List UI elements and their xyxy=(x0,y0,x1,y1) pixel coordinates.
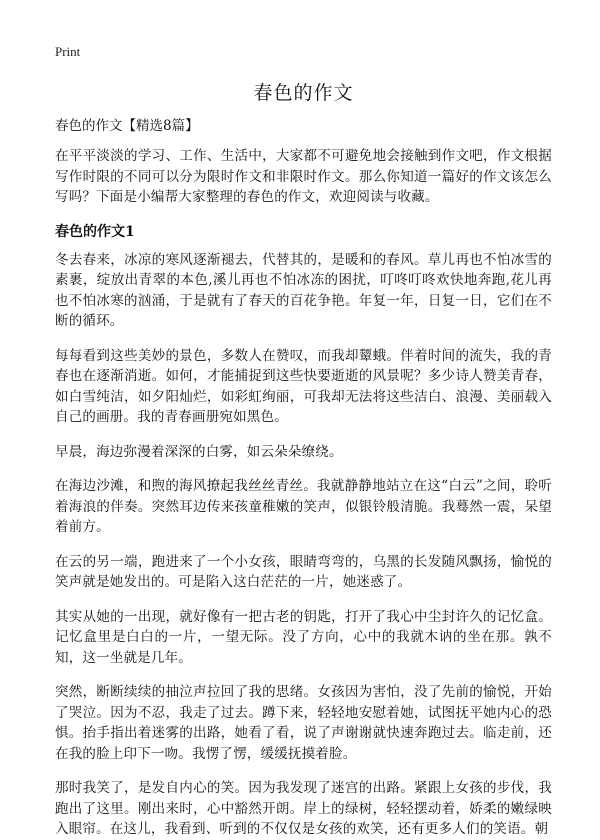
body-paragraph-7: 突然，断断续续的抽泣声拉回了我的思绪。女孩因为害怕，没了先前的愉悦，开始了哭泣。因为不忍，我走了过去。蹲下来，轻轻地安慰着她，试图抚平她内心的恐惧。抬手指出着迷雾的出路，她看了看，说了声谢谢就快速奔跑过去。临走前，还在我的脸上印下一吻。我愣了愣，缓缓抚摸着脸。 xyxy=(55,684,552,762)
body-paragraph-2: 每每看到这些美妙的景色，多数人在赞叹，而我却颦蛾。伴着时间的流失，我的青春也在逐渐消逝。如何，才能捕捉到这些快要逝逝的风景呢？多少诗人赞美青春，如白雪纯洁，如夕阳灿烂，如彩虹绚丽，可我却无法将这些洁白、浪漫、美丽载入自己的画册。我的青春画册宛如黑色。 xyxy=(55,347,552,425)
body-paragraph-6: 其实从她的一出现，就好像有一把古老的钥匙，打开了我心中尘封许久的记忆盒。记忆盒里是白白的一片，一望无际。没了方向，心中的我就木讷的坐在那。孰不知，这一坐就是几年。 xyxy=(55,608,552,666)
document-subtitle: 春色的作文【精选8篇】 xyxy=(55,118,199,134)
intro-paragraph: 在平平淡淡的学习、工作、生活中，大家都不可避免地会接触到作文吧，作文根据写作时限的不同可以分为限时作文和非限时作文。那么你知道一篇好的作文该怎么写吗？下面是小编帮大家整理的春色的作文，欢迎阅读与收藏。 xyxy=(55,148,552,205)
body-paragraph-8: 那时我笑了，是发自内心的笑。因为我发现了迷宫的出路。紧跟上女孩的步伐，我跑出了这里。刚出来时，心中豁然开朗。岸上的绿树，轻轻摆动着，娇柔的嫩绿映入眼帘。在这儿，我看到、听到的不仅仅是女孩的欢笑，还有更多人们的笑语。朝 xyxy=(55,780,552,837)
body-paragraph-3: 早晨，海边弥漫着深深的白雾，如云朵朵缭绕。 xyxy=(55,443,343,460)
section-heading: 春色的作文1 xyxy=(55,223,135,240)
body-paragraph-4: 在海边沙滩，和煦的海风撩起我丝丝青丝。我就静静地站立在这“白云”之间，聆听着海浪的伴奏。突然耳边传来孩童稚嫩的笑声，似银铃般清脆。我蓦然一震，呆望着前方。 xyxy=(55,478,552,535)
print-link[interactable]: Print xyxy=(55,44,81,59)
page-title: 春色的作文 xyxy=(253,82,354,104)
body-paragraph-5: 在云的另一端，跑进来了一个小女孩，眼睛弯弯的，乌黑的长发随风飘扬，愉悦的笑声就是她发出的。可是陷入这白茫茫的一片，她迷惑了。 xyxy=(55,553,552,590)
body-paragraph-1: 冬去春来，冰凉的寒风逐渐褪去，代替其的，是暖和的春风。草儿再也不怕冰雪的素裹，绽放出青翠的本色,溪儿再也不怕冰冻的困扰，叮咚叮咚欢快地奔跑,花儿再也不怕冰寒的汹涌，于是就有了春天的百花争艳。年复一年，日复一日，它们在不断的循环。 xyxy=(55,251,552,329)
